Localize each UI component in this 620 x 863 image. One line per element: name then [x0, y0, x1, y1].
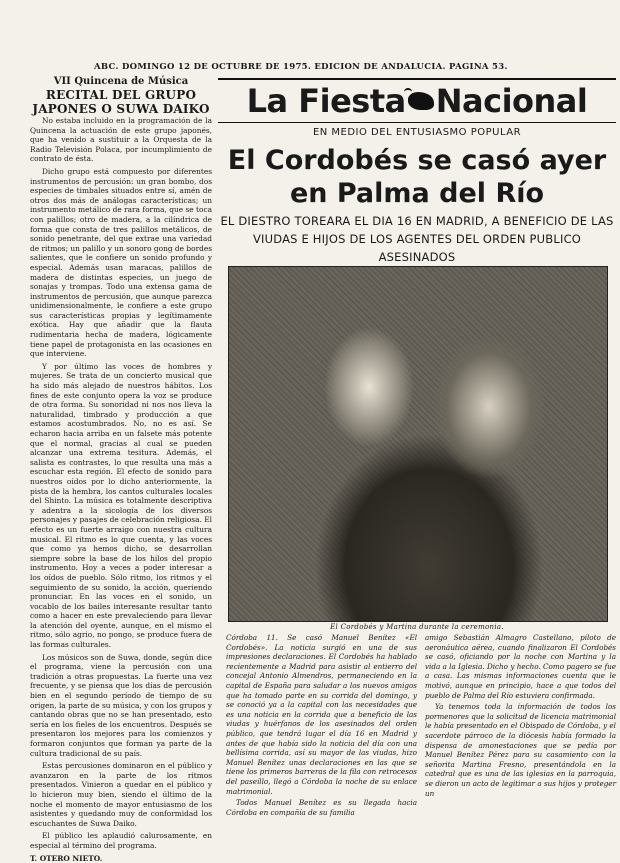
- article-paragraph: Ya tenemos toda la información de todos los pormenores que la solicitud de licencia matrimonial le había presentado en el Obispado de Córdoba, y el sacerdote párroco de la diócesis había formado la dispensa de amonestaciones que se pedía por Manuel Benítez Pérez para su casamiento con la señorita Martina Fresno, presentándola en la catedral que es una de las iglesias en la parroquia, se dieron un acto de legitimar a sus hijos y proteger un: [425, 702, 616, 798]
- article-column: [226, 633, 417, 819]
- article-kicker: EN MEDIO DEL ENTUSIASMO POPULAR: [312, 127, 522, 138]
- banner-title-right: Nacional: [435, 82, 588, 120]
- wedding-photo: [228, 266, 608, 622]
- article-paragraph: amigo Sebastián Almagro Castellano, piloto de aeronáutica aérea, cuando finalizaron El Cordobés se casó, oficiando por la noche con Martina y la vida a la Iglesia. Dicho y hecho. Como pagero se fue a casa. Las mismas informaciones cuenta que le motivó, aunque en principio, hace a que todos del pueblo de Palma del Río estuviera confirmada.: [425, 633, 616, 700]
- headline-line: El Cordobés se casó ayer: [227, 145, 607, 176]
- left-paragraph: Y por último las voces de hombres y mujeres. Se trata de un concierto musical que ha sido más alejado de nuestros hábitos. Los fines de este conjunto opera la voz se produce de otra forma. Su sonoridad ni nos nos lleva la naturalidad, timbrado y producción a que estamos acostumbrados. No, no es así. Se echaron hacia arriba en un falsete más potente que el normal, gracias al cual se pueden alcanzar una extrema tesitura. Además, el salista es contrastes, lo que resulta una más a escuchar esta región. El efecto de sonido para nuestros oídos por lo dicho anteriormente, la pista de la hembra, los cantos culturales locales del Shinto. La música es totalmente descriptiva y adentra a la sicología de los diversos personajes y pasajes de celebración religiosa. El efecto es un fuerte arraigo con nuestra cultura musical. El ritmo es lo que cuenta, y las voces que como ya hemos dicho, se desarrollan siempre sobre la base de los hilos del propio instrumento. Hoy a veces a poder interesar a los oídos de pueblo. Sólo ritmo, los ritmos y el seguimiento de su sonido, la acción, queriendo pronunciar. En las voces en el sonido, un vocablo de los bailes interesante resultar tanto como a hacer en este prevaleciendo para llevar la atención del oyente, aunque, en el mismo el ritmo, sólo agrio, no pongo, se produce fuera de las formas culturales.: [30, 361, 212, 650]
- photo-caption: El Cordobés y Martina durante la ceremonia.: [330, 623, 504, 631]
- left-article-body: [30, 116, 212, 863]
- left-paragraph: El público les aplaudió calurosamente, en especial al término del programa.: [30, 831, 212, 850]
- article-paragraph: Córdoba 11. Se casó Manuel Benítez «El Cordobés». La noticia surgió en una de sus impresiones declaraciones. El Cordobés ha hablado recientemente a Madrid para asistir al entierro del concejal Antonio Almendros, permaneciendo en la capital de España para saludar a los nuevos amigos que ha tomado parte en su corrida del domingo, y se conoció ya a la capital con las necesidades que es una noticia en la corrida que a beneficio de las viudas y huérfanos de los asesinados del orden público, que tendrá lugar el día 16 en Madrid y antes de que había sido la noticia del día con una bellísima corrida, así su mayor de las viudas, hizo Manuel Benítez unas declaraciones en las que se tiene los primeros barreras de la fila con retrocesos del paseíllo, llegó a Córdoba la noche de su enlace matrimonial.: [226, 633, 417, 796]
- left-paragraph: Los músicos son de Suwa, donde, según dice el programa, viene la percusión con una tradición a otras propuestas. La fuerte una vez frecuente, y se piensa que los días de percusión bien en el segundo período de tiempo de su origen, la parte de su música, y con los grupos y cantando obras que no se han presentado, esto sería en los fieles de los encuentros. Después se presentaron los mejores para los comienzos y formaron conjuntos que forman ya parte de la cultura tradicional de su país.: [30, 652, 212, 758]
- article-paragraph: Todos Manuel Benítez es su llegada hacia Córdoba en compañía de su familia: [226, 798, 417, 817]
- banner-title-left: La Fiesta: [246, 82, 406, 120]
- main-article: [218, 78, 616, 817]
- article-headline: [218, 144, 616, 210]
- left-signature: T. OTERO NIETO.: [30, 853, 103, 863]
- left-paragraph: Dicho grupo está compuesto por diferentes instrumentos de percusión: un gran bombo, dos especies de timbales situados entre sí, amén de otros dos más de análogas características; un instrumento metálico de rara forma, que se toca con palillos; otro de madera, a la cilíndrica de forma que consta de tres palillos metálicos, de sonido penetrante, del que extrae una variedad de ritmos; un palillo y un sonoro gong de bordes salientes, que le confiere un sonido profundo y especial. Además usan maracas, palillos de madera de distintas especies, un juego de sonajas y trompas. Todo una extensa gama de instrumentos de percusión, que aunque parezca unidimensionalmente, le confiere a este grupo sus características propias y legítimamente exótica. Hay que añadir que la flauta rudimentaria hecha de madera, lógicamente tiene papel de protagonista en las ocasiones en que interviene.: [30, 166, 212, 359]
- subhead-line: EL DIESTRO TOREARA EL DIA 16 EN MADRID, A BENEFICIO DE LAS: [220, 214, 614, 228]
- left-paragraph: No estaba incluido en la programación de la Quincena la actuación de este grupo japonés, que ha venido a sustituir a la Orquesta de la Radio Televisión Polaca, por incumplimiento de contrato de ésta.: [30, 116, 212, 164]
- left-article: [30, 76, 212, 863]
- left-article-subtitle: VII Quincena de Música: [53, 76, 189, 87]
- article-column: [425, 633, 616, 819]
- left-article-title: RECITAL DEL GRUPO JAPONES O SUWA DAIKO: [32, 88, 210, 116]
- headline-line: en Palma del Río: [289, 178, 545, 209]
- article-body: [226, 633, 616, 819]
- article-subhead: [218, 212, 616, 266]
- section-banner: [218, 78, 616, 123]
- subhead-line: VIUDAS E HIJOS DE LOS AGENTES DEL ORDEN PUBLICO ASESINADOS: [252, 232, 582, 264]
- left-paragraph: Estas percusiones dominaron en el público y avanzaron en la parte de los ritmos presentados. Vinieron a quedar en el público y lo hicieron muy bien, siendo el último de la noche el momento de mayor entusiasmo de los asistentes y quedando muy de conformidad los escuchantes de Suwa Daiko.: [30, 761, 212, 828]
- page-header: ABC. DOMINGO 12 DE OCTUBRE DE 1975. EDICION DE ANDALUCIA. PAGINA 53.: [94, 62, 508, 72]
- bull-icon: [408, 92, 434, 110]
